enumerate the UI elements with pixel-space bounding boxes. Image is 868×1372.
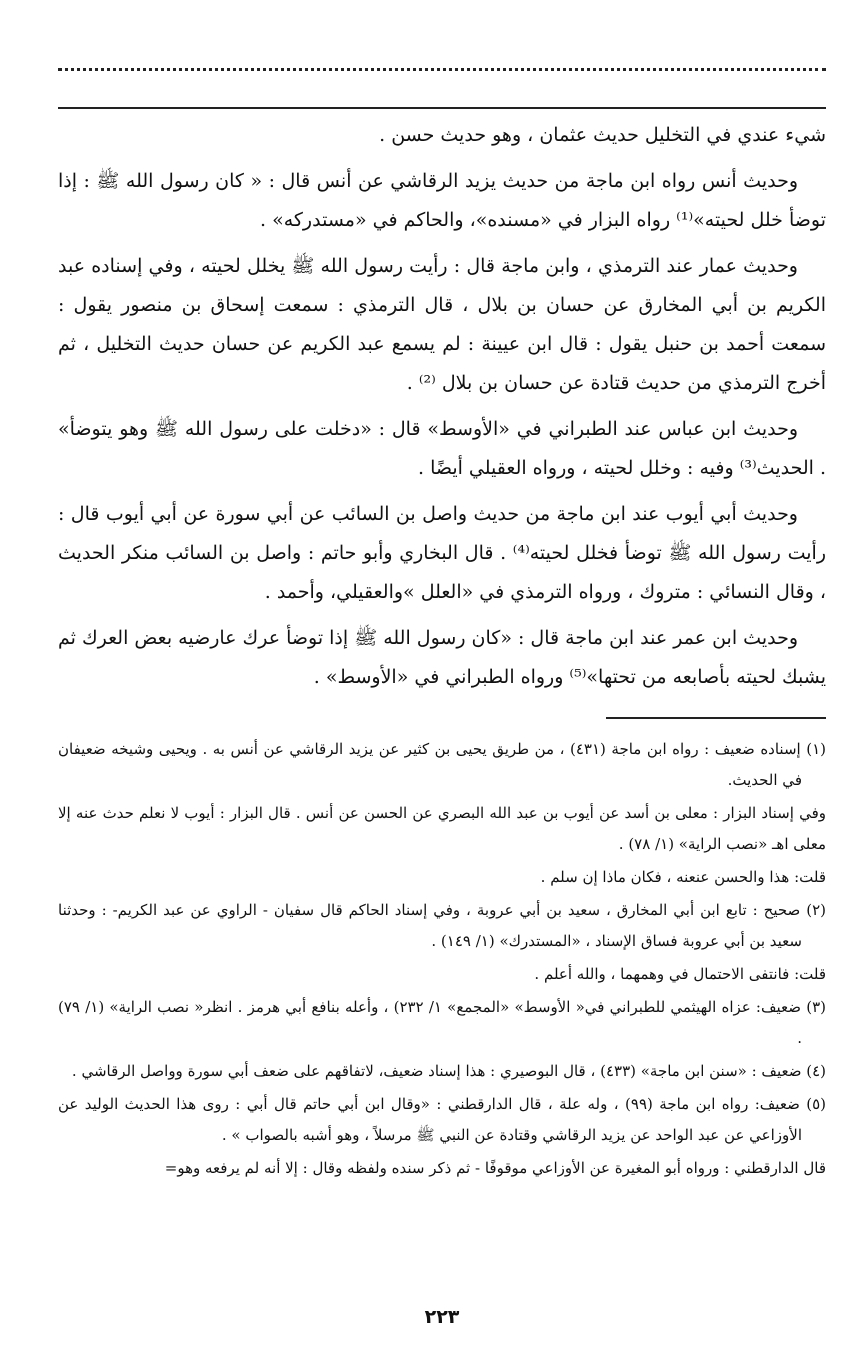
footnote-1-continuation: وفي إسناد البزار : معلى بن أسد عن أيوب بن عبد الله البصري عن الحسن عن أنس . قال البزار : أيوب لا نعلم حدث عنه إلا معلى اهـ «نصب الراية» (١/ ٧٨) . (58, 804, 826, 853)
paragraph-abi-ayyub: وحديث أبي أيوب عند ابن ماجة من حديث واصل بن السائب عن أبي سورة عن أبي أيوب قال : رأيت رسول الله ﷺ توضأ فخلل لحيته⁽⁴⁾ . قال البخاري وأبو حاتم : واصل بن السائب منكر الحديث ، وقال النسائي : متروك ، ورواه الترمذي في «العلل »والعقيلي، وأحمد . (58, 503, 826, 603)
footnote-1: (١) إسناده ضعيف : رواه ابن ماجة (٤٣١) ، من طريق يحيى بن كثير عن يزيد الرقاشي عن أنس به . ويحيى وشيخه ضعيفان في الحديث. (58, 740, 826, 789)
paragraph-ammar: وحديث عمار عند الترمذي ، وابن ماجة قال : رأيت رسول الله ﷺ يخلل لحيته ، وفي إسناده عبد الكريم بن أبي المخارق عن حسان بن بلال ، قال الترمذي : سمعت إسحاق بن منصور يقول : سمعت أحمد بن حنبل يقول : قال ابن عيينة : لم يسمع عبد الكريم عن حسان حديث التخليل ، ثم أخرج الترمذي من حديث قتادة عن حسان بن بلال ⁽²⁾ . (58, 255, 826, 394)
footnote-3: (٣) ضعيف: عزاه الهيثمي للطبراني في« الأوسط» «المجمع» ١/ ٢٣٢) ، وأعله بنافع أبي هرمز . انظر« نصب الراية» (١/ ٧٩) . (58, 998, 826, 1047)
book-page (58, 0, 826, 1372)
footnote-4: (٤) ضعيف : «سنن ابن ماجة» (٤٣٣) ، قال البوصيري : هذا إسناد ضعيف، لاتفاقهم على ضعف أبي سورة وواصل الرقاشي . (71, 1062, 826, 1080)
main-text (58, 116, 826, 704)
page-number: ٢٢٣ (424, 1306, 460, 1328)
footnote-2: (٢) صحيح : تابع ابن أبي المخارق ، سعيد بن أبي عروبة ، وفي إسناد الحاكم قال سفيان - الراوي عن عبد الكريم- : وحدثنا سعيد بن أبي عروبة فساق الإسناد ، «المستدرك» (١/ ١٤٩) . (58, 901, 826, 950)
paragraph-anas: وحديث أنس رواه ابن ماجة من حديث يزيد الرقاشي عن أنس قال : « كان رسول الله ﷺ : إذا توضأ خلل لحيته»⁽¹⁾ رواه البزار في «مسنده»، والحاكم في «مستدركه» . (58, 170, 826, 231)
footnote-5: (٥) ضعيف: رواه ابن ماجة (٩٩) ، وله علة ، قال الدارقطني : «وقال ابن أبي حاتم قال أبي : روى هذا الحديث الوليد عن الأوزاعي عن عبد الواحد عن يزيد الرقاشي وقتادة عن النبي ﷺ مرسلاً ، وهو أشبه بالصواب » . (58, 1095, 826, 1144)
header-rule (58, 107, 826, 109)
paragraph-ibn-umar: وحديث ابن عمر عند ابن ماجة قال : «كان رسول الله ﷺ إذا توضأ عرك عارضيه بعض العرك ثم يشبك لحيته بأصابعه من تحتها»⁽⁵⁾ ورواه الطبراني في «الأوسط» . (58, 627, 826, 688)
paragraph-ibn-abbas: وحديث ابن عباس عند الطبراني في «الأوسط» قال : «دخلت على رسول الله ﷺ وهو يتوضأ» . الحديث⁽³⁾ وفيه : وخلل لحيته ، ورواه العقيلي أيضًا . (58, 418, 826, 479)
header-dotted-line (58, 62, 826, 71)
footnote-5-continuation: قال الدارقطني : ورواه أبو المغيرة عن الأوزاعي موقوفًا - ثم ذكر سنده ولفظه وقال : إلا أنه لم يرفعه وهو= (164, 1159, 826, 1177)
paragraph-1: شيء عندي في التخليل حديث عثمان ، وهو حديث حسن . (379, 124, 826, 146)
footnote-1-note: قلت: هذا والحسن عنعنه ، فكان ماذا إن سلم . (540, 868, 826, 886)
footnote-2-note: قلت: فانتفى الاحتمال في وهمهما ، والله أعلم . (534, 965, 826, 983)
footnotes (58, 734, 826, 1186)
footnote-separator (606, 717, 826, 719)
